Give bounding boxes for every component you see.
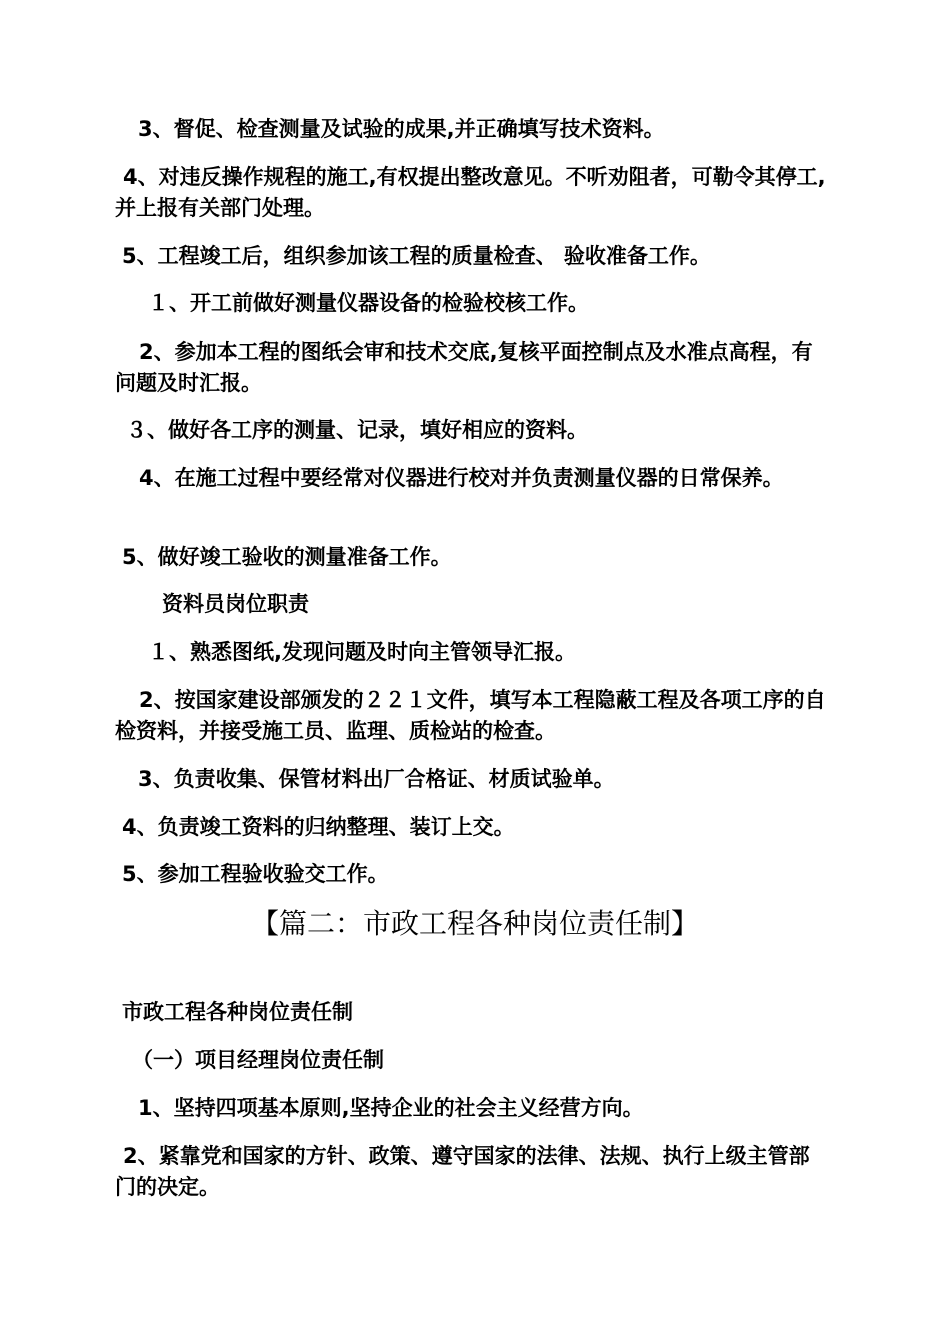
- paragraph-10: １、熟悉图纸,发现问题及时向主管领导汇报。: [148, 640, 576, 664]
- subheading-data-clerk: 资料员岗位职责: [162, 592, 309, 616]
- section-title: 【篇二：市政工程各种岗位责任制】: [250, 907, 699, 940]
- paragraph-4: １、开工前做好测量仪器设备的检验校核工作。: [148, 291, 589, 315]
- paragraph-5: 2、参加本工程的图纸会审和技术交底,复核平面控制点及水准点高程，有问题及时汇报。: [115, 340, 813, 395]
- paragraph-11: 2、按国家建设部颁发的２２１文件，填写本工程隐蔽工程及各项工序的自检资料，并接受施工员、监理、质检站的检查。: [115, 688, 826, 743]
- paragraph-14: 5、参加工程验收验交工作。: [122, 862, 389, 886]
- subsection-heading: （一）项目经理岗位责任制: [132, 1048, 384, 1072]
- paragraph-7: 4、在施工过程中要经常对仪器进行校对并负责测量仪器的日常保养。: [139, 466, 784, 490]
- paragraph-12: 3、负责收集、保管材料出厂合格证、材质试验单。: [138, 767, 615, 791]
- section-paragraph-2: 2、紧靠党和国家的方针、政策、遵守国家的法律、法规、执行上级主管部门的决定。: [115, 1144, 810, 1199]
- paragraph-3: 5、工程竣工后，组织参加该工程的质量检查、 验收准备工作。: [122, 244, 711, 268]
- paragraph-2: 4、对违反操作规程的施工,有权提出整改意见。不听劝阻者，可勒令其停工,并上报有关部门处理。: [115, 165, 826, 220]
- paragraph-13: 4、负责竣工资料的归纳整理、装订上交。: [122, 815, 515, 839]
- paragraph-1: 3、督促、检查测量及试验的成果,并正确填写技术资料。: [138, 117, 665, 141]
- section-heading: 市政工程各种岗位责任制: [122, 1000, 353, 1024]
- paragraph-6: ３、做好各工序的测量、记录，填好相应的资料。: [126, 418, 588, 442]
- section-paragraph-1: 1、坚持四项基本原则,坚持企业的社会主义经营方向。: [138, 1096, 644, 1120]
- paragraph-8: 5、做好竣工验收的测量准备工作。: [122, 545, 452, 569]
